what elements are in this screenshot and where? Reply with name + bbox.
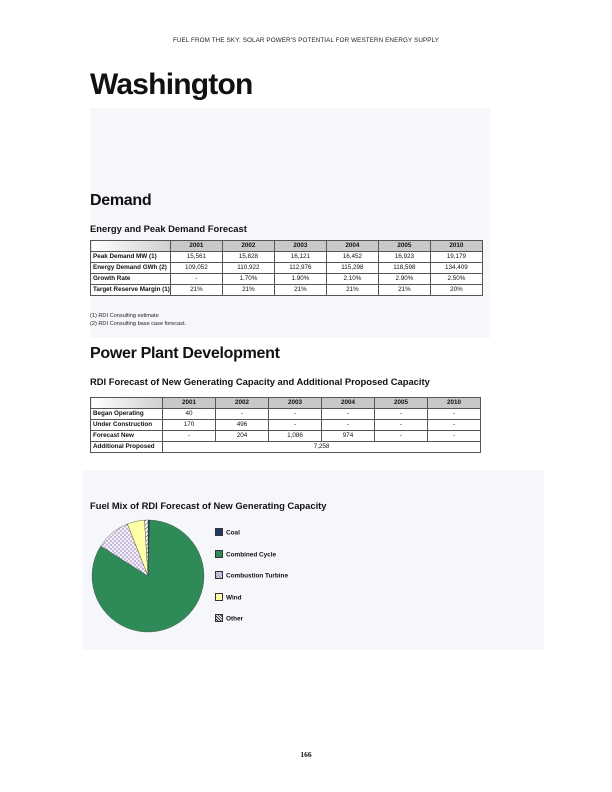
table-cell: - [428, 409, 481, 420]
fuel-mix-title: Fuel Mix of RDI Forecast of New Generating Capacity [90, 500, 327, 511]
column-header: 2005 [375, 398, 428, 409]
table-cell: 40 [163, 409, 216, 420]
table-cell: 21% [274, 285, 326, 296]
demand-forecast-table [90, 240, 483, 296]
table-row [91, 409, 481, 420]
table-cell: 1,086 [269, 431, 322, 442]
header-corner-cell [91, 398, 163, 409]
table-cell: 21% [326, 285, 378, 296]
column-header: 2002 [216, 398, 269, 409]
legend-label: Combustion Turbine [226, 572, 289, 580]
legend-label: Wind [226, 594, 242, 602]
table-cell: 204 [216, 431, 269, 442]
column-header: 2001 [163, 398, 216, 409]
table-cell: 16,452 [326, 252, 378, 263]
table-cell: - [375, 409, 428, 420]
table-cell: 112,976 [274, 263, 326, 274]
capacity-table-title: RDI Forecast of New Generating Capacity and Additional Proposed Capacity [90, 376, 430, 387]
row-label: Under Construction [91, 420, 163, 431]
table-row [91, 252, 483, 263]
table-row [91, 420, 481, 431]
column-header: 2005 [378, 241, 430, 252]
table-cell: 16,121 [274, 252, 326, 263]
row-label: Forecast New [91, 431, 163, 442]
demand-table-title: Energy and Peak Demand Forecast [90, 223, 247, 234]
table-row [91, 263, 483, 274]
additional-proposed-value: 7,258 [163, 442, 481, 453]
row-label: Energy Demand GWh (2) [91, 263, 171, 274]
table-cell: - [269, 420, 322, 431]
column-header: 2002 [222, 241, 274, 252]
table-cell: 115,298 [326, 263, 378, 274]
table-row [91, 285, 483, 296]
table-cell: 21% [170, 285, 222, 296]
page-title: Washington [90, 68, 253, 101]
demand-footnotes [90, 312, 186, 328]
table-cell: 1.70% [222, 274, 274, 285]
table-cell: - [163, 431, 216, 442]
capacity-forecast-table [90, 397, 481, 453]
table-cell: - [322, 409, 375, 420]
row-label: Began Operating [91, 409, 163, 420]
footnote: (2) RDI Consulting base case forecast. [90, 321, 187, 327]
table-cell: 21% [222, 285, 274, 296]
table-cell: 109,052 [170, 263, 222, 274]
column-header: 2010 [430, 241, 482, 252]
table-cell: 110,922 [222, 263, 274, 274]
legend-swatch [215, 528, 223, 536]
table-cell: 118,598 [378, 263, 430, 274]
legend-swatch [215, 593, 223, 601]
table-cell: 2.90% [378, 274, 430, 285]
legend-swatch [215, 550, 223, 558]
row-label: Additional Proposed [91, 442, 163, 453]
table-cell: 2.10% [326, 274, 378, 285]
legend-label: Coal [226, 529, 240, 537]
table-header-row [91, 241, 483, 252]
power-plant-heading: Power Plant Development [90, 345, 280, 362]
table-cell: - [428, 420, 481, 431]
table-cell: 2.50% [430, 274, 482, 285]
fuel-mix-pie-chart [86, 516, 210, 640]
table-cell: - [322, 420, 375, 431]
column-header: 2004 [322, 398, 375, 409]
table-cell: 16,923 [378, 252, 430, 263]
header-corner-cell [91, 241, 171, 252]
table-cell: - [375, 431, 428, 442]
table-cell: 496 [216, 420, 269, 431]
table-cell: 170 [163, 420, 216, 431]
table-cell: 134,409 [430, 263, 482, 274]
table-cell: - [375, 420, 428, 431]
table-cell: 15,561 [170, 252, 222, 263]
footnote: (1) RDI Consulting estimate [90, 313, 159, 319]
legend-label: Other [226, 615, 244, 623]
table-row [91, 431, 481, 442]
page-number: 166 [300, 750, 312, 759]
row-label: Growth Rate [91, 274, 171, 285]
table-cell: - [216, 409, 269, 420]
legend-item [215, 529, 240, 539]
legend-swatch [215, 614, 223, 622]
legend-swatch [215, 571, 223, 579]
demand-heading: Demand [90, 192, 152, 209]
table-cell: 20% [430, 285, 482, 296]
table-cell: - [428, 431, 481, 442]
table-cell: 1.90% [274, 274, 326, 285]
row-label: Target Reserve Margin (1) [91, 285, 171, 296]
table-cell: - [170, 274, 222, 285]
legend-item [215, 594, 242, 604]
legend-item [215, 551, 276, 561]
legend-item [215, 572, 288, 582]
column-header: 2010 [428, 398, 481, 409]
column-header: 2003 [269, 398, 322, 409]
legend-label: Combined Cycle [226, 551, 277, 559]
table-cell: 21% [378, 285, 430, 296]
table-cell: 19,179 [430, 252, 482, 263]
table-cell: 15,828 [222, 252, 274, 263]
row-label: Peak Demand MW (1) [91, 252, 171, 263]
running-header: FUEL FROM THE SKY: SOLAR POWER'S POTENTIAL FOR WESTERN ENERGY SUPPLY [172, 37, 440, 44]
column-header: 2003 [274, 241, 326, 252]
column-header: 2001 [170, 241, 222, 252]
table-row [91, 274, 483, 285]
table-cell: 974 [322, 431, 375, 442]
legend-item [215, 615, 243, 625]
table-header-row [91, 398, 481, 409]
table-row [91, 442, 481, 453]
column-header: 2004 [326, 241, 378, 252]
table-cell: - [269, 409, 322, 420]
